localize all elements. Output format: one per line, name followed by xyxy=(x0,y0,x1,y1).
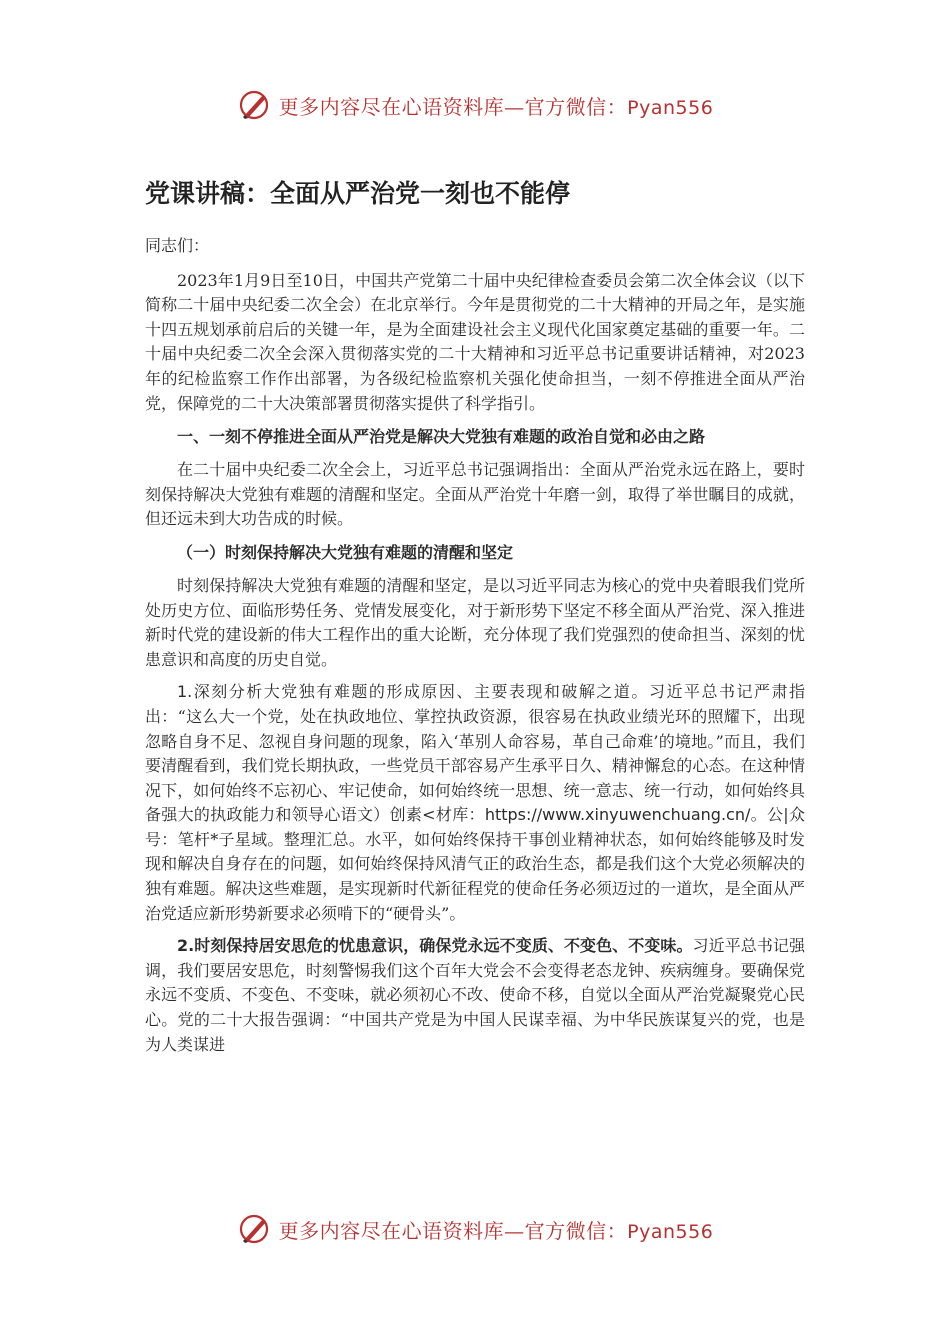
pen-logo-icon xyxy=(237,1211,273,1247)
pen-logo-icon xyxy=(237,87,273,123)
document-page xyxy=(145,172,805,1065)
paragraph-1: 在二十届中央纪委二次全会上，习近平总书记强调指出：全面从严治党永远在路上，要时刻保持解决大党独有难题的清醒和坚定。全面从严治党十年磨一剑，取得了举世瞩目的成就，但还远未到大功告成的时候。 xyxy=(145,460,805,529)
paragraph-3-lead: 1.深刻分析大党独有难题的形成原因、主要表现和破解之道。 xyxy=(177,682,649,702)
paragraph-2: 时刻保持解决大党独有难题的清醒和坚定，是以习近平同志为核心的党中央着眼我们党所处历史方位、面临形势任务、党情发展变化，对于新形势下坚定不移全面从严治党、深入推进新时代党的建设新的伟大工程作出的重大论断，充分体现了我们党强烈的使命担当、深刻的忧患意识和高度的历史自觉。 xyxy=(145,575,805,669)
salutation: 同志们： xyxy=(145,236,210,255)
paragraph-3-body-a: 习近平总书记严肃指出：“这么大一个党，处在执政地位、掌控执政资源，很容易在执政业绩光环的照耀下，出现忽略自身不足、忽视自身问题的现象，陷入‘革别人命容易，革自己命难’的境地。”而且，我们要清醒看到，我们党长期执政，一些党员干部容易产生承平日久、精神懈怠的心态。在这种情况下，如何始终不忘初心、牢记使命，如何始终统一思想、统一意志、统一行动，如何始终具备强大的执政能力和领导心语文）创素<材库： xyxy=(145,682,805,825)
watermark-wechat-id: Pyan556 xyxy=(627,1220,714,1243)
watermark-text xyxy=(279,1215,714,1244)
watermark-banner-top xyxy=(0,85,950,125)
paragraph-4-body: 习近平总书记强调，我们要居安思危，时刻警惕我们这个百年大党会不会变得老态龙钟、疾病缠身。要确保党永远不变质、不变色、不变味，就必须初心不改、使命不移，自觉以全面从严治党凝聚党心民心。党的二十大报告强调：“中国共产党是为中国人民谋幸福、为中华民族谋复兴的党，也是为人类谋进 xyxy=(145,936,805,1054)
resource-link[interactable]: https://www.xinyuwenchuang.cn/ xyxy=(484,805,751,825)
watermark-main-text: 更多内容尽在心语资料库—官方微信： xyxy=(278,94,628,119)
subsection-heading-1: （一）时刻保持解决大党独有难题的清醒和坚定 xyxy=(177,542,514,562)
document-title: 党课讲稿：全面从严治党一刻也不能停 xyxy=(145,179,571,208)
paragraph-3 xyxy=(145,680,805,926)
watermark-banner-bottom xyxy=(0,1209,950,1249)
paragraph-4 xyxy=(145,934,805,1057)
watermark-wechat-id: Pyan556 xyxy=(627,96,714,119)
paragraph-4-lead: 2.时刻保持居安思危的忧患意识，确保党永远不变质、不变色、不变味。 xyxy=(177,936,693,956)
paragraph-3-body-b: 。公|众号：笔杆*子星域。整理汇总。水平，如何始终保持干事创业精神状态，如何始终能够及时发现和解决自身存在的问题，如何始终保持风清气正的政治生态，都是我们这个大党必须解决的独有难题。解决这些难题，是实现新时代新征程党的使命任务必须迈过的一道坎，是全面从严治党适应新形势新要求必须啃下的“硬骨头”。 xyxy=(145,805,805,923)
watermark-text xyxy=(279,91,714,120)
intro-paragraph: 2023年1月9日至10日，中国共产党第二十届中央纪律检查委员会第二次全体会议（以下简称二十届中央纪委二次全会）在北京举行。今年是贯彻党的二十大精神的开局之年，是实施十四五规划承前启后的关键一年，是为全面建设社会主义现代化国家奠定基础的重要一年。二十届中央纪委二次全会深入贯彻落实党的二十大精神和习近平总书记重要讲话精神，对2023年的纪检监察工作作出部署，为各级纪检监察机关强化使命担当，一刻不停推进全面从严治党，保障党的二十大决策部署贯彻落实提供了科学指引。 xyxy=(145,270,805,413)
watermark-main-text: 更多内容尽在心语资料库—官方微信： xyxy=(278,1218,628,1243)
section-heading-1: 一、一刻不停推进全面从严治党是解决大党独有难题的政治自觉和必由之路 xyxy=(177,427,706,447)
